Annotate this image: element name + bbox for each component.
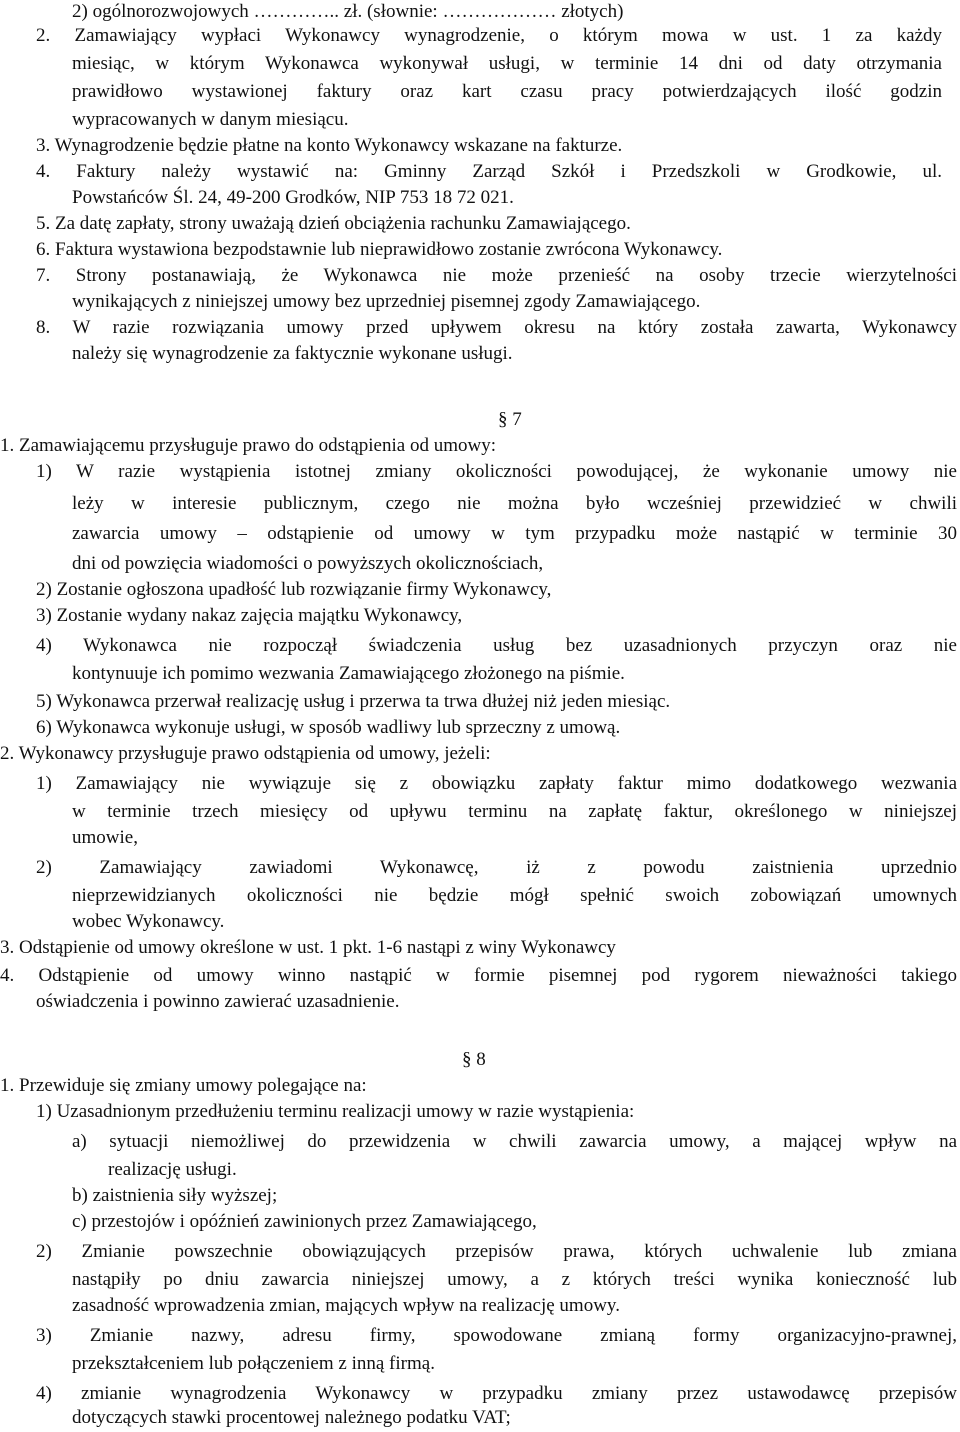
paragraph-line: leży w interesie publicznym, czego nie można było wcześniej przewidzieć w chwili bbox=[72, 493, 957, 514]
paragraph-line: wypracowanych w danym miesiącu. bbox=[72, 109, 349, 130]
paragraph-line: a) sytuacji niemożliwej do przewidzenia w chwili zawarcia umowy, a mającej wpływ na bbox=[72, 1131, 957, 1152]
paragraph-line: 6) Wykonawca wykonuje usługi, w sposób wadliwy lub sprzeczny z umową. bbox=[36, 717, 621, 738]
paragraph-line: 6. Faktura wystawiona bezpodstawnie lub nieprawidłowo zostanie zwrócona Wykonawcy. bbox=[36, 239, 723, 260]
paragraph-line: nastąpiły po dniu zawarcia niniejszej umowy, a z których treści wynika konieczność lub bbox=[72, 1269, 957, 1290]
paragraph-line: 8. W razie rozwiązania umowy przed upływem okresu na który została zawarta, Wykonawcy bbox=[36, 317, 957, 338]
paragraph-line: wobec Wykonawcy. bbox=[72, 911, 225, 932]
paragraph-line: 1. Przewiduje się zmiany umowy polegające na: bbox=[0, 1075, 367, 1096]
paragraph-line: 1. Zamawiającemu przysługuje prawo do odstąpienia od umowy: bbox=[0, 435, 496, 456]
paragraph-line: 1) Uzasadnionym przedłużeniu terminu realizacji umowy w razie wystąpienia: bbox=[36, 1101, 635, 1122]
section-heading: § 8 bbox=[462, 1049, 486, 1070]
paragraph-line: b) zaistnienia siły wyższej; bbox=[72, 1185, 278, 1206]
paragraph-line: w terminie trzech miesięcy od upływu terminu na zapłatę faktur, określonego w niniejszej bbox=[72, 801, 957, 822]
paragraph-line: 4. Faktury należy wystawić na: Gminny Zarząd Szkół i Przedszkoli w Grodkowie, ul. bbox=[36, 161, 942, 182]
paragraph-line: 3. Wynagrodzenie będzie płatne na konto Wykonawcy wskazane na fakturze. bbox=[36, 135, 623, 156]
paragraph-line: Powstańców Śl. 24, 49-200 Grodków, NIP 753 18 72 021. bbox=[72, 187, 514, 208]
paragraph-line: kontynuuje ich pomimo wezwania Zamawiającego złożonego na piśmie. bbox=[72, 663, 625, 684]
paragraph-line: 2. Zamawiający wypłaci Wykonawcy wynagrodzenie, o którym mowa w ust. 1 za każdy bbox=[36, 25, 942, 46]
paragraph-line: realizację usługi. bbox=[108, 1159, 237, 1180]
paragraph-line: należy się wynagrodzenie za faktycznie wykonane usługi. bbox=[72, 343, 513, 364]
paragraph-line: 4) zmianie wynagrodzenia Wykonawcy w przypadku zmiany przez ustawodawcę przepisów bbox=[36, 1383, 957, 1404]
paragraph-line: zasadność wprowadzenia zmian, mających wpływ na realizację umowy. bbox=[72, 1295, 620, 1316]
paragraph-line: wynikających z niniejszej umowy bez uprzedniej pisemnej zgody Zamawiającego. bbox=[72, 291, 701, 312]
paragraph-line: przekształceniem lub połączeniem z inną firmą. bbox=[72, 1353, 435, 1374]
paragraph-line: 2) Zamawiający zawiadomi Wykonawcę, iż z powodu zaistnienia uprzednio bbox=[36, 857, 957, 878]
paragraph-line: 4. Odstąpienie od umowy winno nastąpić w formie pisemnej pod rygorem nieważności takiego bbox=[0, 965, 957, 986]
paragraph-line: oświadczenia i powinno zawierać uzasadnienie. bbox=[36, 991, 400, 1012]
paragraph-line: 2. Wykonawcy przysługuje prawo odstąpienia od umowy, jeżeli: bbox=[0, 743, 491, 764]
paragraph-line: 3) Zmianie nazwy, adresu firmy, spowodowane zmianą formy organizacyjno-prawnej, bbox=[36, 1325, 957, 1346]
paragraph-line: nieprzewidzianych okoliczności nie będzie mógł spełnić swoich zobowiązań umownych bbox=[72, 885, 957, 906]
paragraph-line: prawidłowo wystawionej faktury oraz kart czasu pracy potwierdzających ilość godzin bbox=[72, 81, 942, 102]
paragraph-line: 5) Wykonawca przerwał realizację usług i przerwa ta trwa dłużej niż jeden miesiąc. bbox=[36, 691, 671, 712]
section-heading: § 7 bbox=[498, 409, 522, 430]
paragraph-line: 2) Zmianie powszechnie obowiązujących przepisów prawa, których uchwalenie lub zmiana bbox=[36, 1241, 957, 1262]
paragraph-line: 2) Zostanie ogłoszona upadłość lub rozwiązanie firmy Wykonawcy, bbox=[36, 579, 552, 600]
paragraph-line: 5. Za datę zapłaty, strony uważają dzień obciążenia rachunku Zamawiającego. bbox=[36, 213, 631, 234]
paragraph-line: 3. Odstąpienie od umowy określone w ust. 1 pkt. 1-6 nastąpi z winy Wykonawcy bbox=[0, 937, 616, 958]
paragraph-line: c) przestojów i opóźnień zawinionych przez Zamawiającego, bbox=[72, 1211, 537, 1232]
paragraph-line: 4) Wykonawca nie rozpoczął świadczenia usług bez uzasadnionych przyczyn oraz nie bbox=[36, 635, 957, 656]
paragraph-line: zawarcia umowy – odstąpienie od umowy w tym przypadku może nastąpić w terminie 30 bbox=[72, 523, 957, 544]
paragraph-line: dni od powzięcia wiadomości o powyższych okolicznościach, bbox=[72, 553, 544, 574]
item-line: 2) ogólnorozwojowych ………….. zł. (słownie: ……………… złotych) bbox=[72, 1, 624, 22]
paragraph-line: 7. Strony postanawiają, że Wykonawca nie może przenieść na osoby trzecie wierzytelności bbox=[36, 265, 957, 286]
paragraph-line: umowie, bbox=[72, 827, 138, 848]
paragraph-line: 1) Zamawiający nie wywiązuje się z obowiązku zapłaty faktur mimo dodatkowego wezwania bbox=[36, 773, 957, 794]
paragraph-line: 1) W razie wystąpienia istotnej zmiany okoliczności powodującej, że wykonanie umowy nie bbox=[36, 461, 957, 482]
paragraph-line: miesiąc, w którym Wykonawca wykonywał usługi, w terminie 14 dni od daty otrzymania bbox=[72, 53, 942, 74]
paragraph-line: 3) Zostanie wydany nakaz zajęcia majątku Wykonawcy, bbox=[36, 605, 463, 626]
paragraph-line: dotyczących stawki procentowej należnego podatku VAT; bbox=[72, 1407, 511, 1428]
